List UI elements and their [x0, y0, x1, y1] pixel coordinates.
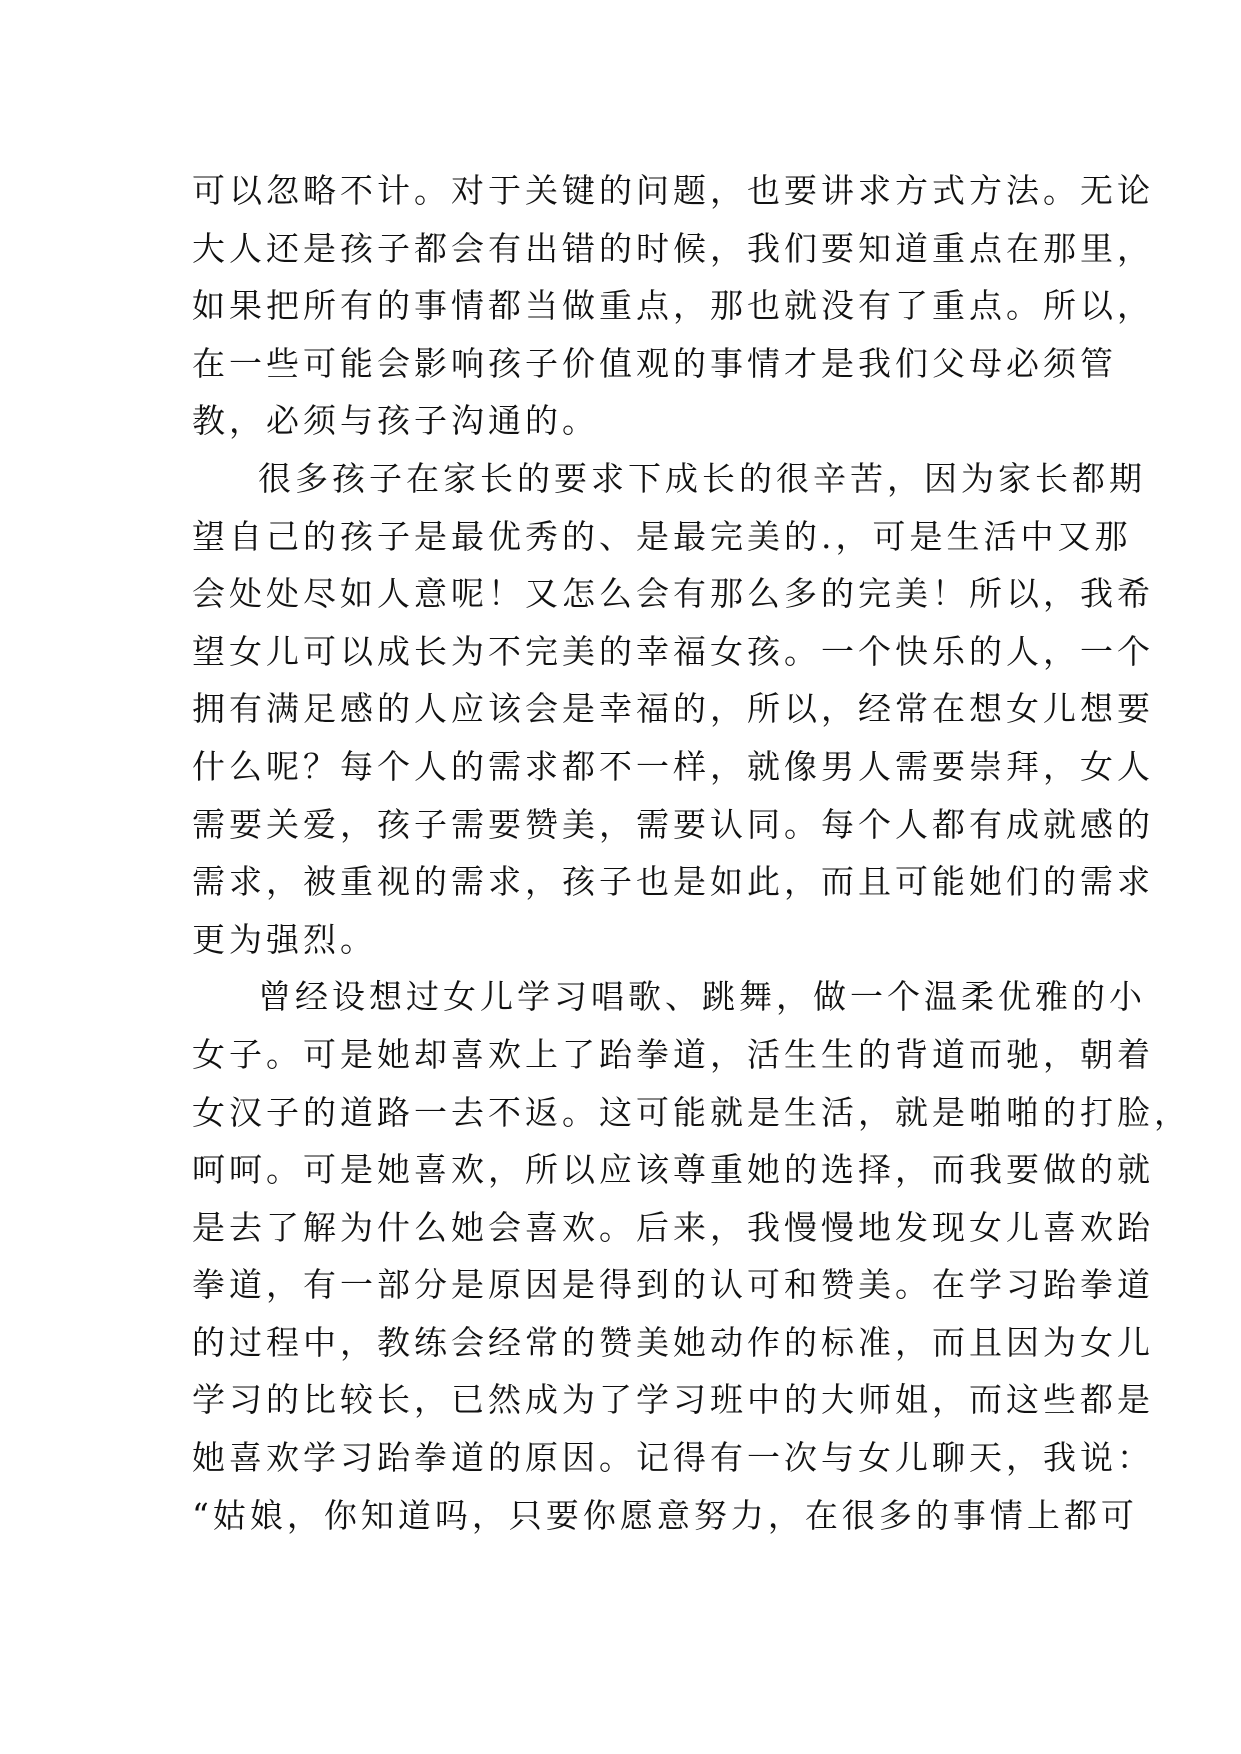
paragraph-2 [192, 450, 1154, 968]
text-line: 可以忽略不计。对于关键的问题，也要讲求方式方法。无论 [192, 171, 1154, 210]
text-line: 呵呵。可是她喜欢，所以应该尊重她的选择，而我要做的就 [192, 1150, 1154, 1190]
text-line: 女子。可是她却喜欢上了跆拳道，活生生的背道而驰，朝着 [192, 1034, 1154, 1074]
text-line: 是去了解为什么她会喜欢。后来，我慢慢地发现女儿喜欢跆 [192, 1207, 1154, 1247]
text-line: 更为强烈。 [192, 919, 377, 959]
text-line: 需求，被重视的需求，孩子也是如此，而且可能她们的需求 [192, 862, 1154, 902]
text-line: 如果把所有的事情都当做重点，那也就没有了重点。所以， [192, 286, 1154, 326]
text-line: 教，必须与孩子沟通的。 [192, 401, 599, 441]
text-line: 曾经设想过女儿学习唱歌、跳舞，做一个温柔优雅的小 [258, 977, 1146, 1017]
text-line: 望女儿可以成长为不完美的幸福女孩。一个快乐的人，一个 [192, 631, 1154, 671]
text-line: 拳道，有一部分是原因是得到的认可和赞美。在学习跆拳道 [192, 1265, 1154, 1305]
text-line: 学习的比较长，已然成为了学习班中的大师姐，而这些都是 [192, 1380, 1154, 1420]
document-body [192, 162, 1191, 1544]
paragraph-3 [192, 968, 1191, 1544]
text-line: 大人还是孩子都会有出错的时候，我们要知道重点在那里， [192, 228, 1154, 268]
text-line: 需要关爱，孩子需要赞美，需要认同。每个人都有成就感的 [192, 804, 1154, 844]
text-line: 什么呢？每个人的需求都不一样，就像男人需要崇拜，女人 [192, 746, 1154, 786]
text-line: 在一些可能会影响孩子价值观的事情才是我们父母必须管 [192, 343, 1117, 383]
text-line: 拥有满足感的人应该会是幸福的，所以，经常在想女儿想要 [192, 689, 1154, 729]
text-line: 很多孩子在家长的要求下成长的很辛苦，因为家长都期 [258, 458, 1146, 498]
text-line: 望自己的孩子是最优秀的、是最完美的.，可是生活中又那 [192, 516, 1132, 556]
text-line: 的过程中，教练会经常的赞美她动作的标准，而且因为女儿 [192, 1322, 1154, 1362]
text-line: “姑娘，你知道吗，只要你愿意努力，在很多的事情上都可 [192, 1495, 1138, 1535]
text-line: 会处处尽如人意呢！又怎么会有那么多的完美！所以，我希 [192, 574, 1154, 614]
text-line: 女汉子的道路一去不返。这可能就是生活，就是啪啪的打脸， [192, 1092, 1191, 1132]
paragraph-1 [192, 162, 1154, 450]
text-line: 她喜欢学习跆拳道的原因。记得有一次与女儿聊天，我说： [192, 1438, 1154, 1478]
